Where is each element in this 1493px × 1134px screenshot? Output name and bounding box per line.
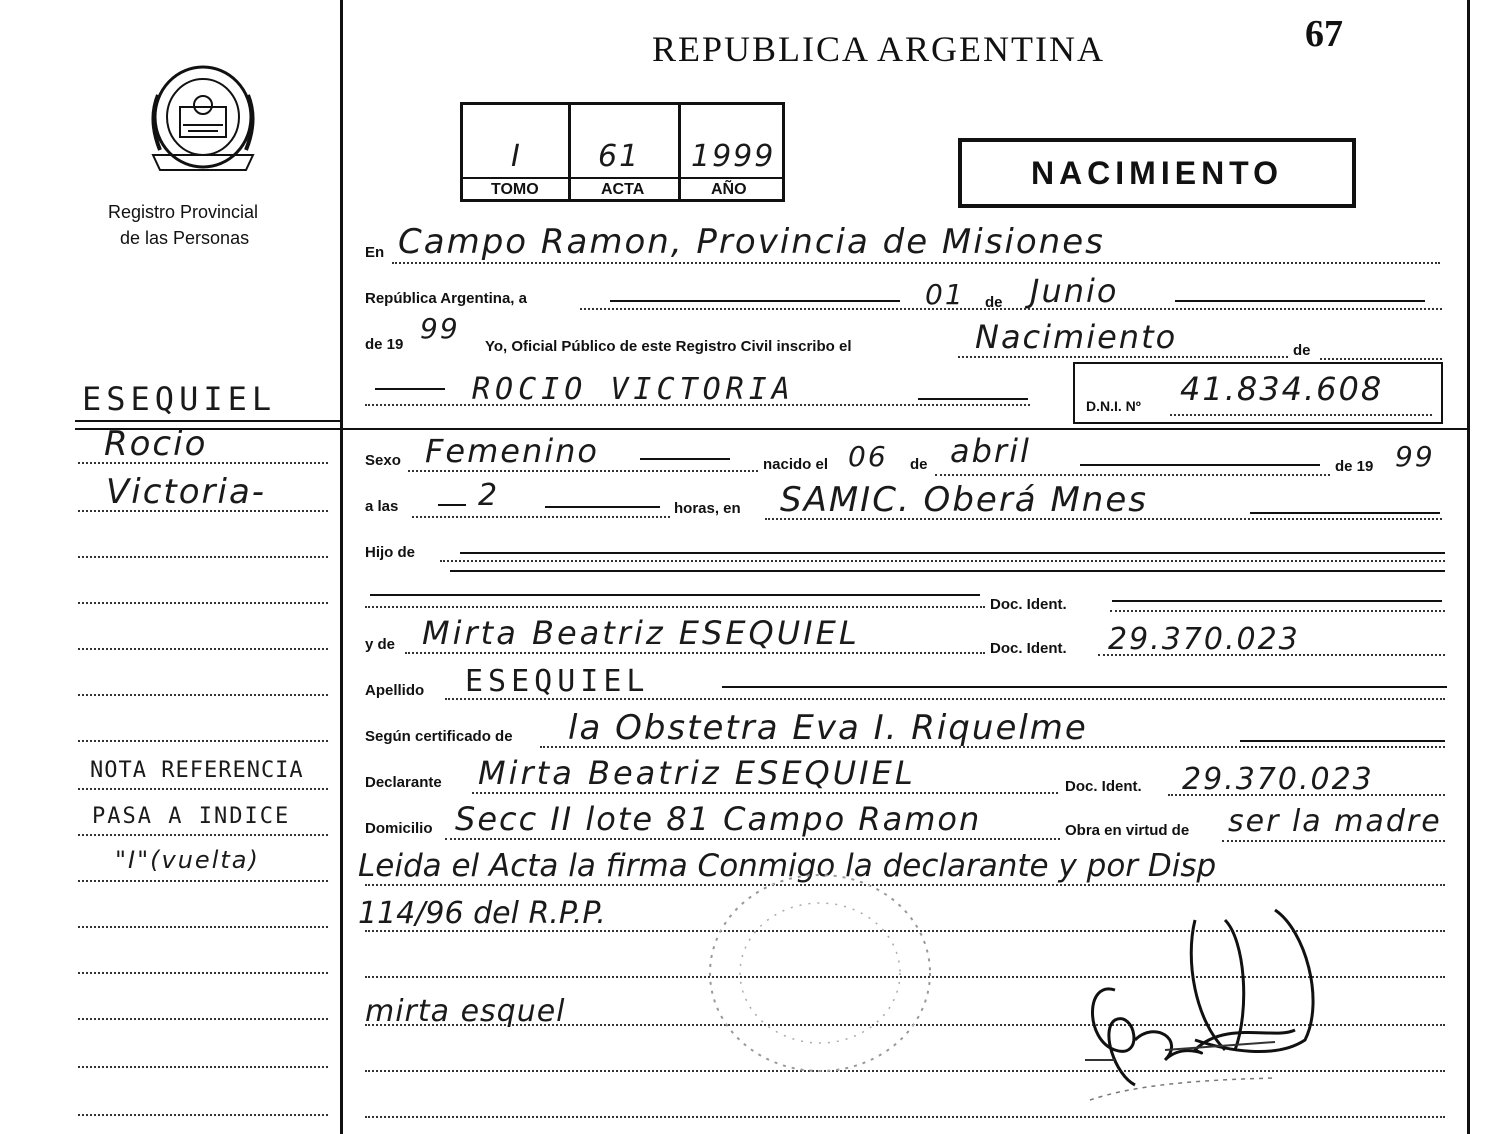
form-line: [440, 560, 1445, 562]
record-number-box: [460, 102, 785, 202]
margin-line: [78, 1066, 328, 1068]
birth-year-prefix: de 19: [1335, 458, 1374, 475]
yde-label: y de: [365, 636, 396, 653]
strike-line: [1175, 300, 1425, 302]
horas-label: horas, en: [674, 500, 741, 517]
segun-label: Según certificado de: [365, 728, 513, 745]
margin-line: [78, 788, 328, 790]
doc-ident-label-1: Doc. Ident.: [990, 596, 1067, 613]
mother-name: Mirta Beatriz ESEQUIEL: [422, 614, 860, 652]
place-of-record: Campo Ramon, Provincia de Misiones: [398, 222, 1105, 262]
birth-place: SAMIC. Oberá Mnes: [780, 480, 1148, 520]
declarante-label: Declarante: [365, 774, 442, 791]
form-line: [1110, 610, 1445, 612]
official-stamp: [700, 868, 940, 1083]
margin-note-line2: PASA A INDICE: [92, 804, 291, 829]
domicilio-label: Domicilio: [365, 820, 433, 837]
dash-line: [545, 506, 660, 508]
margin-surname: ESEQUIEL: [82, 380, 277, 418]
form-line: [408, 470, 758, 472]
margin-line: [78, 602, 328, 604]
alas-label: a las: [365, 498, 399, 515]
right-page-border: [1467, 0, 1470, 1134]
hijo-label: Hijo de: [365, 544, 416, 561]
official-signature: [1075, 900, 1345, 1120]
box-divider: [568, 105, 571, 202]
margin-line: [78, 834, 328, 836]
margin-line: [78, 1114, 328, 1116]
form-line: [365, 606, 985, 608]
margin-line: [78, 972, 328, 974]
registry-name-line1: Registro Provincial: [108, 202, 259, 222]
margin-line: [78, 462, 328, 464]
section-divider: [75, 428, 1468, 430]
dni-number: 41.834.608: [1180, 370, 1384, 408]
margin-line: [78, 694, 328, 696]
margin-note-line1: NOTA REFERENCIA: [90, 758, 304, 783]
strike-line: [450, 570, 1445, 572]
acta-value: 61: [598, 139, 641, 174]
tomo-value: I: [511, 139, 522, 174]
child-name: ROCIO VICTORIA: [472, 372, 795, 407]
birth-month: abril: [950, 432, 1031, 470]
de-label-3: de: [910, 456, 928, 473]
registry-name-line2: de las Personas: [120, 228, 250, 248]
birth-hour: 2: [478, 478, 500, 513]
dash-line: [1240, 740, 1445, 742]
dash-line: [1250, 512, 1440, 514]
form-line: [1222, 840, 1445, 842]
strike-line: [610, 300, 900, 302]
provincial-seal-logo: [138, 55, 268, 185]
sexo-label: Sexo: [365, 452, 401, 469]
year-prefix-label: de 19: [365, 336, 404, 353]
de-label: de: [985, 294, 1003, 311]
anio-label: AÑO: [711, 181, 747, 198]
margin-rule: [75, 420, 340, 422]
strike-line: [370, 594, 980, 596]
acta-label: ACTA: [601, 181, 645, 198]
margin-line: [78, 926, 328, 928]
record-type: NACIMIENTO: [1030, 154, 1284, 191]
dash-line: [438, 504, 466, 506]
form-line: [472, 792, 1058, 794]
record-month: Junio: [1030, 272, 1119, 310]
obra-label: Obra en virtud de: [1065, 822, 1190, 839]
form-line: [580, 308, 1442, 310]
birth-day: 06: [848, 440, 888, 473]
record-day: 01: [925, 278, 965, 311]
certificate-issuer: la Obstetra Eva I. Riquelme: [568, 708, 1088, 748]
nacido-label: nacido el: [763, 456, 829, 473]
mother-document: 29.370.023: [1108, 622, 1300, 657]
apellido-value: ESEQUIEL: [465, 664, 650, 699]
note-line-2: 114/96 del R.P.P.: [358, 896, 606, 931]
anio-value: 1999: [691, 139, 776, 174]
form-line: [1170, 414, 1432, 416]
form-line: [392, 262, 1440, 264]
note-line-1: Leida el Acta la firma Conmigo la declarante y por Disp: [358, 848, 1217, 884]
tomo-label: TOMO: [491, 181, 539, 198]
page-number: 67: [1305, 13, 1343, 55]
dash-line: [375, 388, 445, 390]
declarante-document: 29.370.023: [1182, 762, 1374, 797]
declarante-name: Mirta Beatriz ESEQUIEL: [478, 754, 916, 792]
declarante-signature: mirta esquel: [365, 994, 566, 1029]
margin-line: [78, 556, 328, 558]
dni-label: D.N.I. Nº: [1086, 398, 1141, 414]
form-line: [405, 652, 985, 654]
de-label-2: de: [1293, 342, 1311, 359]
record-year: 99: [420, 312, 460, 345]
dash-line: [1080, 464, 1320, 466]
oficial-statement: Yo, Oficial Público de este Registro Civil inscribo el: [485, 338, 852, 355]
form-line: [935, 474, 1330, 476]
country-title: REPUBLICA ARGENTINA: [652, 29, 1106, 69]
doc-ident-label-2: Doc. Ident.: [990, 640, 1067, 657]
left-column-divider: [340, 0, 343, 1134]
form-line: [445, 838, 1060, 840]
form-line: [1320, 358, 1442, 360]
box-divider: [678, 105, 681, 202]
domicilio-value: Secc II lote 81 Campo Ramon: [455, 800, 982, 838]
box-label-line: [463, 177, 785, 179]
margin-line: [78, 740, 328, 742]
sexo-value: Femenino: [425, 432, 599, 470]
dash-line: [918, 398, 1028, 400]
record-type-box: [958, 138, 1356, 208]
margin-given-name-2: Victoria-: [106, 472, 267, 512]
margin-line: [78, 648, 328, 650]
en-label: En: [365, 244, 385, 261]
margin-line: [78, 1018, 328, 1020]
margin-line: [78, 510, 328, 512]
obra-value: ser la madre: [1228, 804, 1442, 839]
margin-given-name-1: Rocio: [104, 424, 208, 464]
margin-note-line3: "I"(vuelta): [115, 846, 260, 874]
strike-line: [1112, 600, 1442, 602]
strike-line: [722, 686, 1447, 688]
republica-label: República Argentina, a: [365, 290, 527, 307]
form-line: [412, 516, 670, 518]
doc-ident-label-3: Doc. Ident.: [1065, 778, 1142, 795]
form-line: [958, 356, 1288, 358]
apellido-label: Apellido: [365, 682, 425, 699]
dash-line: [640, 458, 730, 460]
birth-year: 99: [1395, 440, 1435, 473]
inscribo-value: Nacimiento: [975, 318, 1178, 356]
strike-line: [460, 552, 1445, 554]
margin-line: [78, 880, 328, 882]
